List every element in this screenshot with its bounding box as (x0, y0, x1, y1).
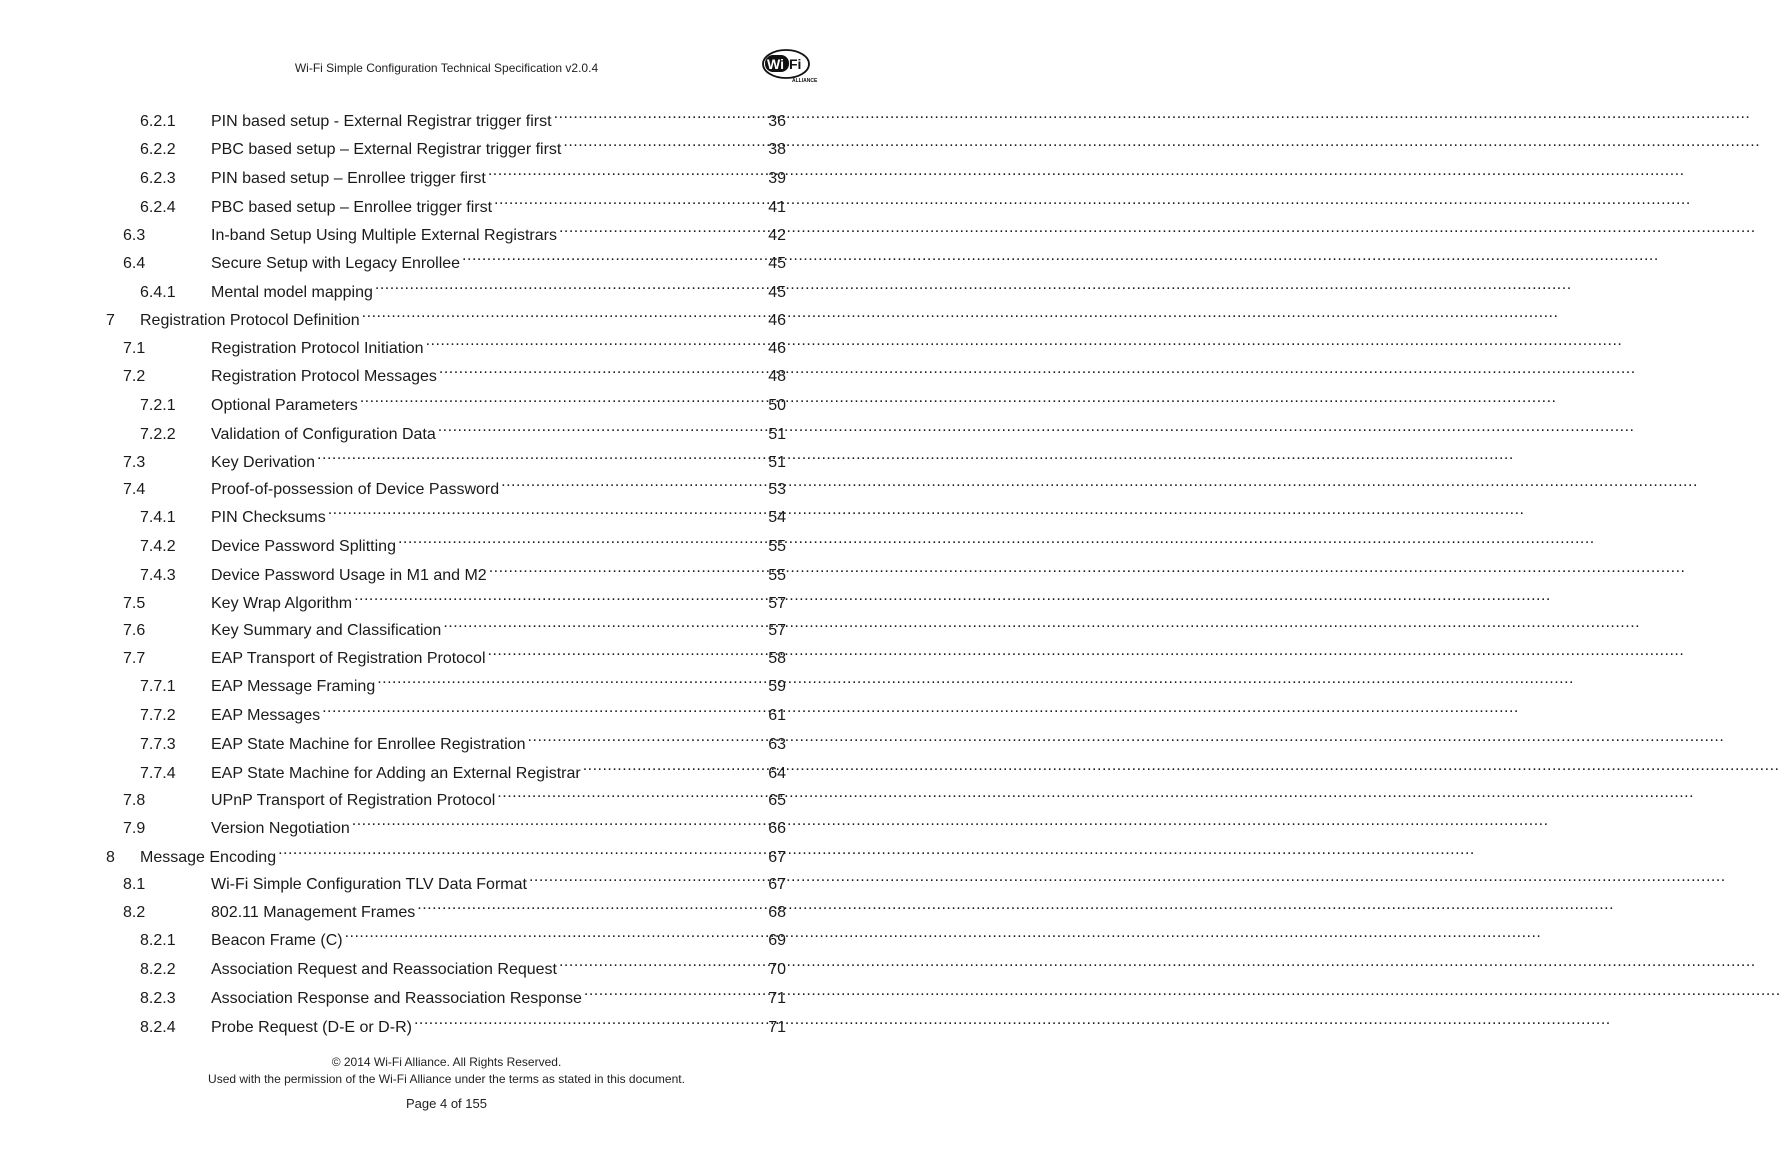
toc-dot-leader (377, 667, 766, 691)
toc-entry[interactable] (123, 639, 786, 667)
toc-entry-number: 6.2.1 (140, 113, 176, 130)
toc-entry-title: PBC based setup – External Registrar trigger first (211, 141, 562, 158)
toc-entry-page: 46 (768, 340, 786, 357)
toc-entry[interactable] (140, 754, 786, 782)
toc-dot-leader (489, 556, 767, 580)
toc-entry-title: Key Wrap Algorithm (211, 595, 353, 612)
toc-entry-number: 7.3 (123, 454, 146, 471)
toc-entry[interactable] (123, 781, 786, 809)
page-header: Wi-Fi Simple Configuration Technical Specification v2.0.4 (294, 61, 599, 75)
toc-dot-leader (414, 1008, 766, 1032)
toc-dot-leader (317, 443, 766, 467)
toc-entry[interactable] (123, 357, 786, 385)
toc-dot-leader (583, 754, 767, 778)
toc-entry-title: Registration Protocol Initiation (211, 340, 424, 357)
toc-entry-number: 6.3 (123, 227, 146, 244)
toc-entry-title: Association Response and Reassociation Response (211, 990, 582, 1007)
toc-entry-number: 7.2.1 (140, 397, 176, 414)
toc-entry-title: UPnP Transport of Registration Protocol (211, 792, 496, 809)
toc-entry-number: 7.6 (123, 622, 146, 639)
toc-entry[interactable] (140, 130, 786, 158)
toc-entry-number: 7.7.1 (140, 678, 176, 695)
toc-dot-leader (584, 979, 766, 1003)
toc-entry-title: 802.11 Management Frames (211, 904, 416, 921)
toc-entry-number: 7.7.3 (140, 736, 176, 753)
toc-entry-number: 6.4 (123, 255, 146, 272)
toc-entry[interactable] (123, 865, 786, 893)
toc-entry-page: 53 (768, 481, 786, 498)
toc-entry-page: 46 (768, 312, 786, 329)
toc-entry-title: Message Encoding (140, 849, 277, 866)
toc-entry[interactable] (140, 1008, 786, 1036)
toc-entry[interactable] (140, 979, 786, 1007)
toc-entry-page: 63 (768, 736, 786, 753)
logo-fi-text: Fi (789, 56, 802, 72)
toc-entry-number: 7.1 (123, 340, 146, 357)
toc-dot-leader (439, 357, 766, 381)
toc-entry-title: Optional Parameters (211, 397, 358, 414)
toc-dot-leader (528, 725, 767, 749)
toc-entry[interactable] (123, 893, 786, 921)
toc-entry-number: 8.1 (123, 876, 146, 893)
toc-entry[interactable] (140, 725, 786, 753)
toc-entry-page: 55 (768, 567, 786, 584)
toc-entry-page: 36 (768, 113, 786, 130)
toc-entry-page: 48 (768, 368, 786, 385)
toc-entry-title: Key Derivation (211, 454, 316, 471)
toc-entry-title: Registration Protocol Definition (140, 312, 360, 329)
toc-entry-title: EAP State Machine for Adding an External Registrar (211, 765, 581, 782)
toc-entry[interactable] (140, 556, 786, 584)
toc-dot-leader (398, 527, 766, 551)
toc-entry-number: 6.2.3 (140, 170, 176, 187)
toc-entry[interactable] (140, 188, 786, 216)
toc-dot-leader (559, 950, 766, 974)
toc-entry[interactable] (140, 921, 786, 949)
toc-dot-leader (559, 216, 766, 240)
toc-dot-leader (328, 498, 767, 522)
toc-entry-number: 7.5 (123, 595, 146, 612)
toc-entry[interactable] (140, 273, 786, 301)
toc-dot-leader (354, 584, 766, 608)
toc-entry-title: In-band Setup Using Multiple External Registrars (211, 227, 557, 244)
toc-dot-leader (322, 696, 766, 720)
toc-entry-page: 38 (768, 141, 786, 158)
toc-entry[interactable] (140, 696, 786, 724)
toc-entry-page: 59 (768, 678, 786, 695)
footer-copyright: © 2014 Wi-Fi Alliance. All Rights Reserved. (331, 1055, 562, 1069)
toc-entry-title: Validation of Configuration Data (211, 426, 436, 443)
toc-entry-page: 58 (768, 650, 786, 667)
toc-entry[interactable] (140, 950, 786, 978)
toc-dot-leader (554, 102, 767, 126)
toc-entry[interactable] (140, 527, 786, 555)
toc-entry-page: 51 (768, 426, 786, 443)
toc-entry[interactable] (140, 386, 786, 414)
toc-entry-title: Registration Protocol Messages (211, 368, 437, 385)
toc-entry[interactable] (123, 443, 786, 471)
toc-entry[interactable] (123, 329, 786, 357)
toc-entry-number: 6.4.1 (140, 284, 176, 301)
toc-entry-number: 7.9 (123, 820, 146, 837)
toc-entry-page: 68 (768, 904, 786, 921)
toc-entry-title: Version Negotiation (211, 820, 350, 837)
toc-entry-page: 71 (768, 1019, 786, 1036)
toc-dot-leader (352, 809, 766, 833)
toc-entry-number: 8.2.3 (140, 990, 176, 1007)
toc-entry-page: 50 (768, 397, 786, 414)
footer-page-number: Page 4 of 155 (406, 1096, 487, 1111)
toc-entry-number: 7.4.3 (140, 567, 176, 584)
toc-entry-number: 7.4.2 (140, 538, 176, 555)
toc-entry-title: Probe Request (D-E or D-R) (211, 1019, 412, 1036)
toc-dot-leader (426, 329, 767, 353)
toc-dot-leader (360, 386, 766, 410)
toc-entry-title: EAP State Machine for Enrollee Registration (211, 736, 526, 753)
toc-entry[interactable] (123, 809, 786, 837)
toc-entry[interactable] (106, 838, 786, 866)
toc-dot-leader (488, 159, 766, 183)
toc-entry-title: PIN based setup - External Registrar trigger first (211, 113, 552, 130)
toc-entry-number: 7 (106, 312, 115, 329)
toc-entry-number: 7.4 (123, 481, 146, 498)
toc-dot-leader (563, 130, 766, 154)
toc-entry-title: PIN Checksums (211, 509, 326, 526)
toc-entry-page: 54 (768, 509, 786, 526)
toc-entry-title: PIN based setup – Enrollee trigger first (211, 170, 486, 187)
toc-entry-page: 64 (768, 765, 786, 782)
toc-dot-leader (529, 865, 766, 889)
toc-entry-page: 67 (768, 849, 786, 866)
toc-entry-title: Beacon Frame (C) (211, 932, 343, 949)
toc-entry-number: 7.4.1 (140, 509, 176, 526)
toc-entry-title: Wi-Fi Simple Configuration TLV Data Format (211, 876, 527, 893)
toc-dot-leader (501, 470, 766, 494)
wifi-alliance-logo (761, 48, 818, 84)
toc-entry-page: 45 (768, 255, 786, 272)
toc-entry-number: 7.2 (123, 368, 146, 385)
toc-entry-page: 55 (768, 538, 786, 555)
logo-alliance-text: ALLIANCE (792, 78, 818, 84)
toc-entry-number: 7.2.2 (140, 426, 176, 443)
toc-entry-page: 57 (768, 595, 786, 612)
toc-entry[interactable] (123, 216, 786, 244)
toc-entry-title: Association Request and Reassociation Request (211, 961, 557, 978)
toc-entry-page: 42 (768, 227, 786, 244)
toc-entry-page: 39 (768, 170, 786, 187)
toc-dot-leader (278, 838, 766, 862)
toc-entry-title: Key Summary and Classification (211, 622, 442, 639)
toc-entry-number: 7.7.4 (140, 765, 176, 782)
toc-dot-leader (494, 188, 766, 212)
toc-dot-leader (362, 301, 767, 325)
toc-entry-title: Device Password Usage in M1 and M2 (211, 567, 487, 584)
toc-entry[interactable] (140, 102, 786, 130)
toc-entry-number: 8 (106, 849, 115, 866)
toc-dot-leader (462, 244, 766, 268)
toc-entry-title: Mental model mapping (211, 284, 373, 301)
toc-dot-leader (438, 415, 766, 439)
toc-entry-page: 71 (768, 990, 786, 1007)
toc-entry-title: Proof-of-possession of Device Password (211, 481, 500, 498)
toc-dot-leader (443, 611, 766, 635)
toc-dot-leader (375, 273, 766, 297)
toc-entry-title: Device Password Splitting (211, 538, 396, 555)
toc-entry-number: 7.8 (123, 792, 146, 809)
toc-entry-number: 8.2 (123, 904, 146, 921)
toc-dot-leader (417, 893, 766, 917)
toc-entry[interactable] (140, 498, 786, 526)
toc-entry-page: 45 (768, 284, 786, 301)
toc-entry[interactable] (140, 415, 786, 443)
toc-entry-number: 6.2.2 (140, 141, 176, 158)
toc-entry-page: 41 (768, 199, 786, 216)
toc-entry-page: 51 (768, 454, 786, 471)
toc-dot-leader (497, 781, 766, 805)
toc-entry-title: EAP Transport of Registration Protocol (211, 650, 486, 667)
toc-entry-page: 65 (768, 792, 786, 809)
toc-entry-page: 70 (768, 961, 786, 978)
toc-entry-number: 8.2.1 (140, 932, 176, 949)
toc-entry-number: 8.2.2 (140, 961, 176, 978)
toc-entry-page: 57 (768, 622, 786, 639)
toc-entry[interactable] (140, 667, 786, 695)
toc-entry[interactable] (140, 159, 786, 187)
toc-entry-page: 61 (768, 707, 786, 724)
toc-dot-leader (488, 639, 767, 663)
toc-entry-page: 69 (768, 932, 786, 949)
toc-entry-title: EAP Messages (211, 707, 321, 724)
toc-entry[interactable] (123, 470, 786, 498)
toc-entry-title: PBC based setup – Enrollee trigger first (211, 199, 493, 216)
toc-entry-number: 7.7 (123, 650, 146, 667)
toc-entry-page: 66 (768, 820, 786, 837)
toc-entry-title: Secure Setup with Legacy Enrollee (211, 255, 461, 272)
toc-entry-number: 8.2.4 (140, 1019, 176, 1036)
toc-entry[interactable] (123, 611, 786, 639)
toc-entry[interactable] (123, 584, 786, 612)
toc-entry-page: 67 (768, 876, 786, 893)
toc-entry-number: 7.7.2 (140, 707, 176, 724)
toc-entry-number: 6.2.4 (140, 199, 176, 216)
footer-permission: Used with the permission of the Wi-Fi Alliance under the terms as stated in this document. (208, 1072, 685, 1086)
toc-entry-title: EAP Message Framing (211, 678, 376, 695)
toc-dot-leader (345, 921, 767, 945)
toc-entry[interactable] (123, 244, 786, 272)
toc-entry[interactable] (106, 301, 786, 329)
logo-wi-text: Wi (767, 56, 784, 72)
